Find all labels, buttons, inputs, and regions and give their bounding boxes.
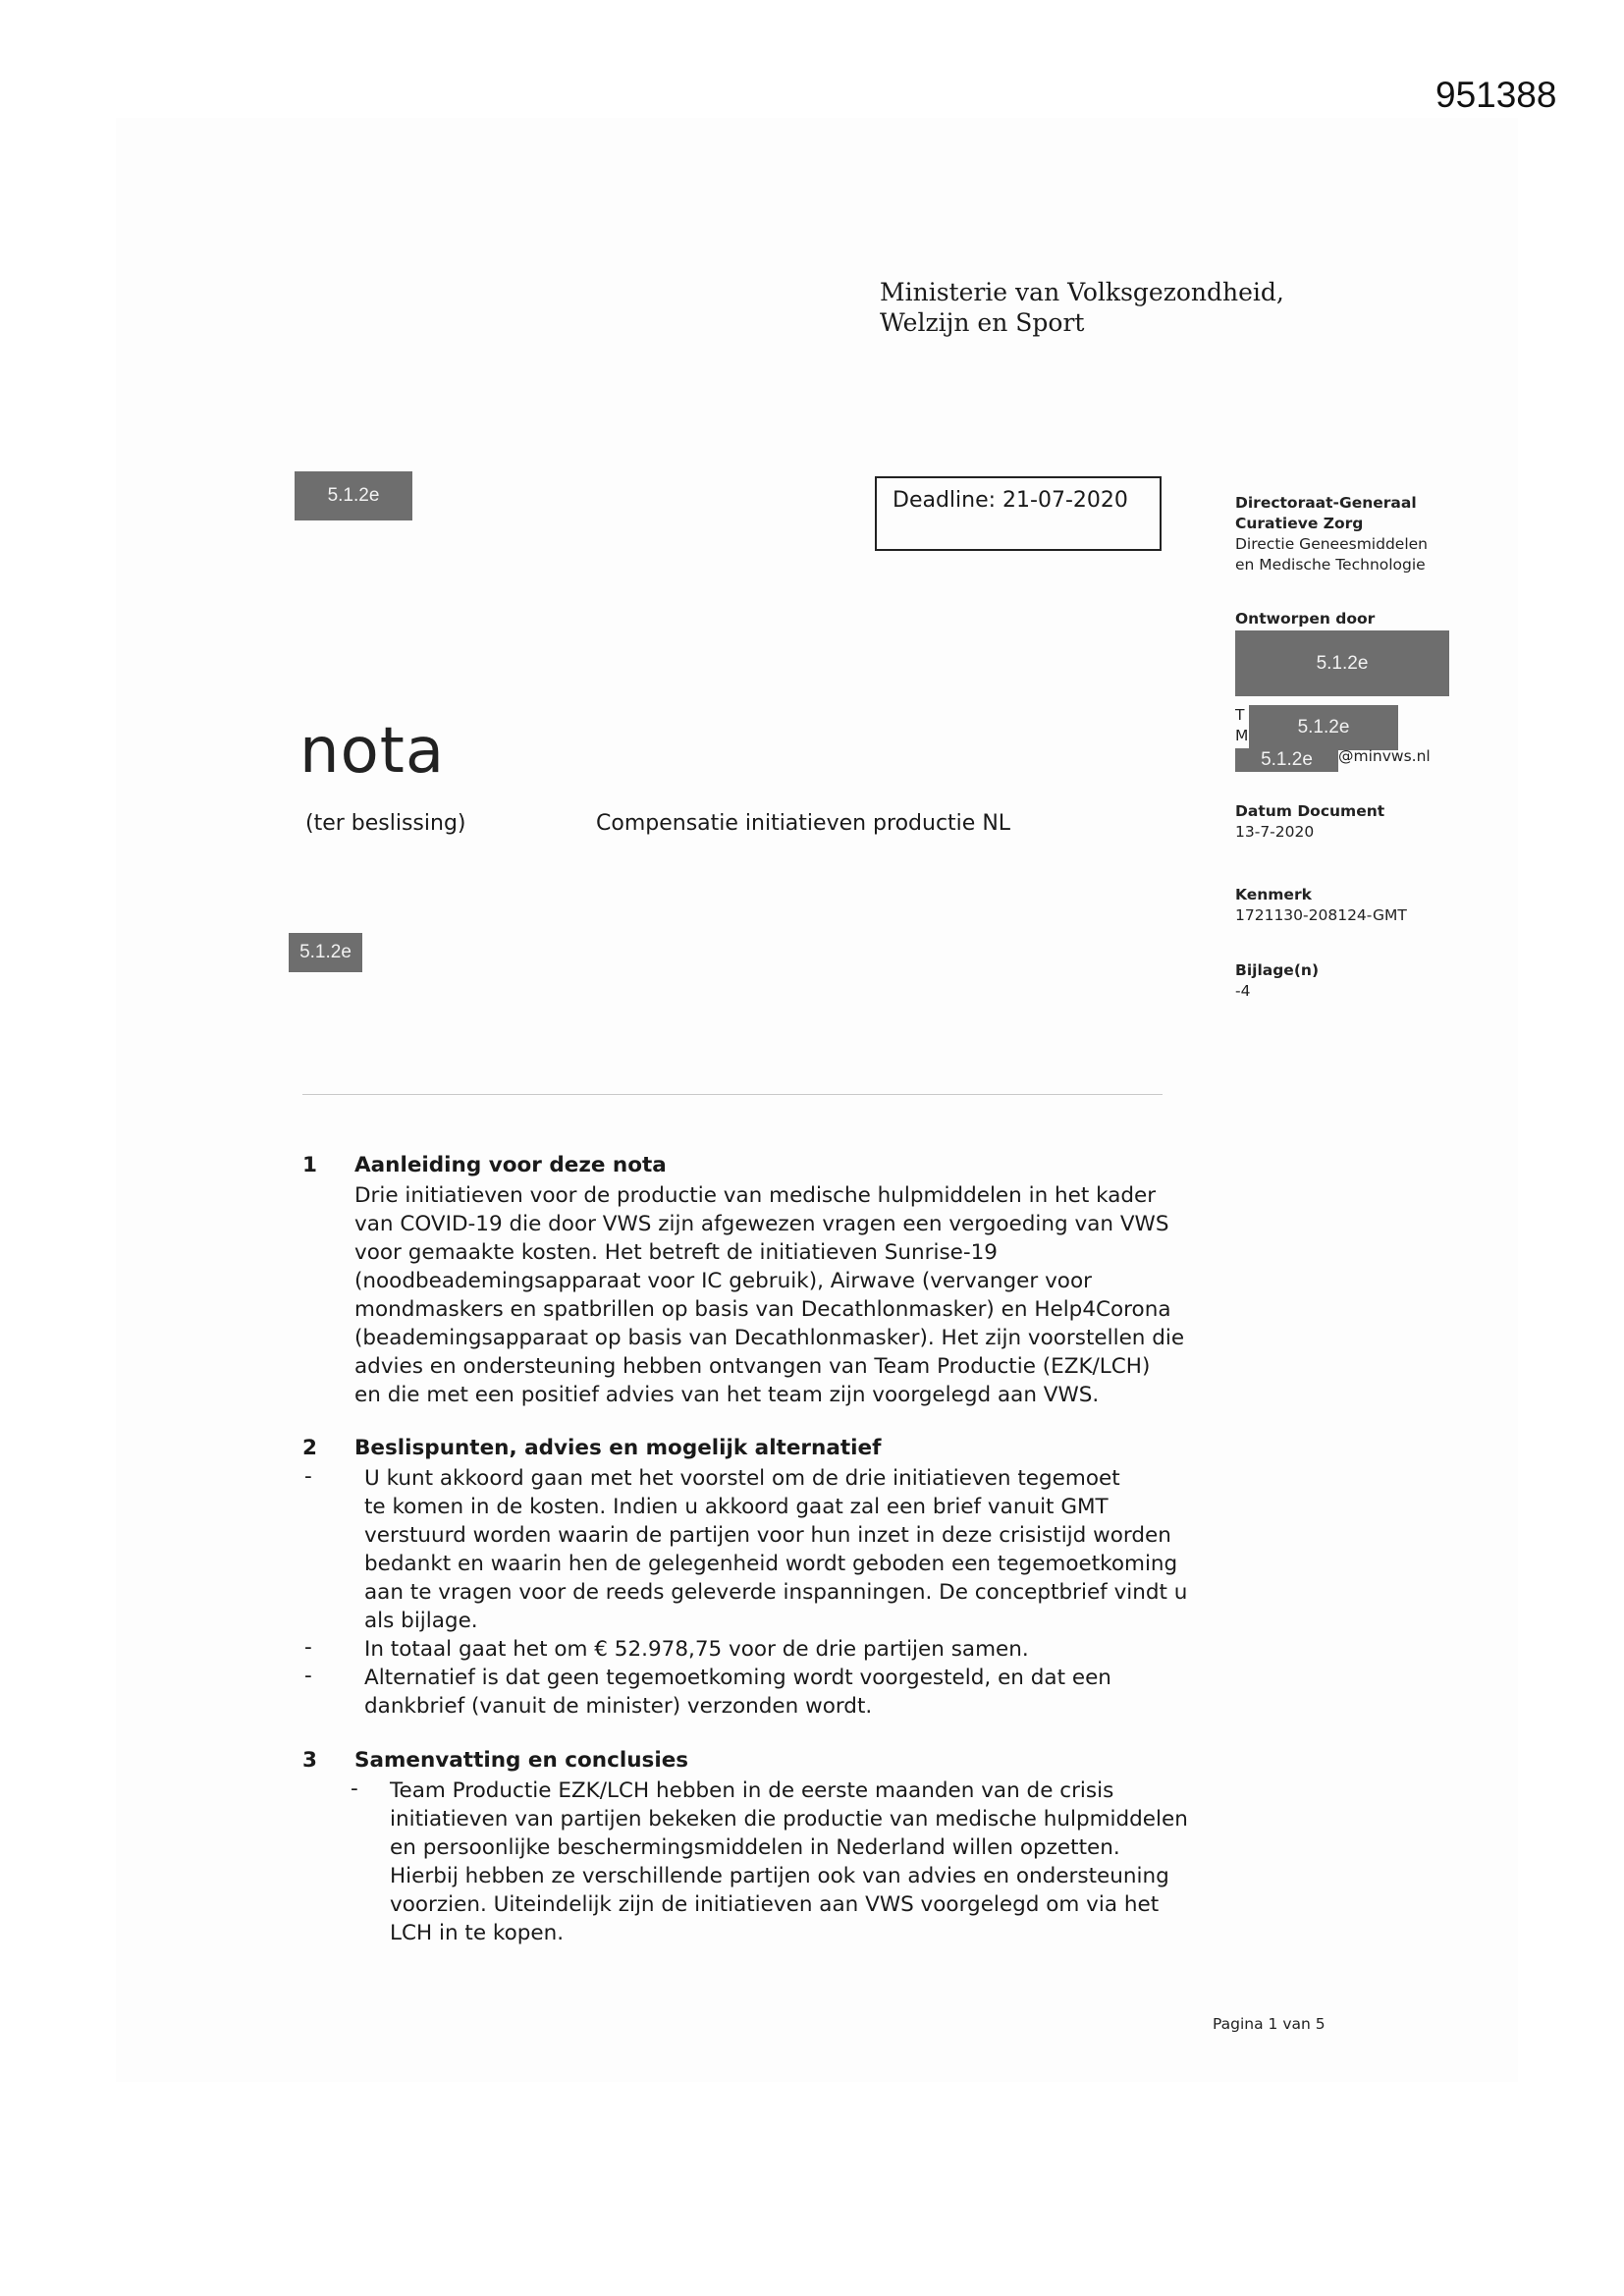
sidebar-attachments: [1235, 960, 1319, 1002]
text-line: verstuurd worden waarin de partijen voor hun inzet in deze crisistijd worden: [364, 1523, 1171, 1548]
ref-label: Kenmerk: [1235, 886, 1312, 903]
text-line: voor gemaakte kosten. Het betreft de initiatieven Sunrise-19: [354, 1240, 998, 1265]
sidebar-mobile-prefix: M: [1235, 727, 1249, 744]
bullet-text: [390, 1777, 1254, 1947]
date-value: 13-7-2020: [1235, 823, 1315, 841]
bullet-text: [364, 1635, 1228, 1664]
text-line: In totaal gaat het om € 52.978,75 voor de drie partijen samen.: [364, 1637, 1029, 1662]
section-number: 3: [302, 1748, 317, 1773]
sidebar-directorate: [1235, 493, 1428, 575]
text-line: (noodbeademingsapparaat voor IC gebruik), Airwave (vervanger voor: [354, 1269, 1092, 1293]
page-footer: Pagina 1 van 5: [1213, 2015, 1326, 2033]
bullet-dash: -: [351, 1777, 358, 1801]
sidebar-reference: [1235, 885, 1407, 926]
dg-line-1: Directoraat-Generaal: [1235, 494, 1417, 512]
text-line: te komen in de kosten. Indien u akkoord gaat zal een brief vanuit GMT: [364, 1495, 1109, 1519]
document-title: nota: [299, 715, 446, 788]
text-line: (beademingsapparaat op basis van Decathlonmasker). Het zijn voorstellen die: [354, 1326, 1185, 1350]
bullet-dash: -: [304, 1635, 312, 1660]
bullet-text: [364, 1664, 1228, 1721]
sidebar-designed-label: Ontworpen door: [1235, 610, 1376, 628]
redaction-box: 5.1.2e: [1235, 748, 1338, 772]
subtitle-subject: Compensatie initiatieven productie NL: [596, 811, 1011, 836]
sidebar-date: [1235, 801, 1384, 843]
section-title: Beslispunten, advies en mogelijk alternatief: [354, 1436, 882, 1460]
ministry-logo-text: [880, 277, 1284, 338]
text-line: initiatieven van partijen bekeken die productie van medische hulpmiddelen: [390, 1807, 1188, 1831]
text-line: en die met een positief advies van het team zijn voorgelegd aan VWS.: [354, 1383, 1100, 1407]
ministry-line-2: Welzijn en Sport: [880, 308, 1085, 337]
bullet-text: [364, 1464, 1228, 1635]
bullet-dash: -: [304, 1664, 312, 1688]
text-line: en persoonlijke beschermingsmiddelen in Nederland willen opzetten.: [390, 1835, 1120, 1860]
deadline-box: Deadline: 21-07-2020: [875, 476, 1162, 551]
ref-value: 1721130-208124-GMT: [1235, 906, 1407, 924]
section-number: 1: [302, 1153, 317, 1177]
ministry-line-1: Ministerie van Volksgezondheid,: [880, 278, 1284, 306]
dg-line-2: Curatieve Zorg: [1235, 515, 1364, 532]
section-title: Samenvatting en conclusies: [354, 1748, 689, 1773]
section-title: Aanleiding voor deze nota: [354, 1153, 667, 1177]
document-number: 951388: [1435, 75, 1557, 115]
text-line: aan te vragen voor de reeds geleverde inspanningen. De conceptbrief vindt u: [364, 1580, 1188, 1605]
text-line: Drie initiatieven voor de productie van medische hulpmiddelen in het kader: [354, 1183, 1157, 1208]
divider: [302, 1094, 1163, 1095]
attach-label: Bijlage(n): [1235, 961, 1320, 979]
text-line: U kunt akkoord gaan met het voorstel om de drie initiatieven tegemoet: [364, 1466, 1120, 1491]
redaction-box: 5.1.2e: [1249, 705, 1398, 750]
text-line: als bijlage.: [364, 1609, 478, 1633]
text-line: Hierbij hebben ze verschillende partijen ook van advies en ondersteuning: [390, 1864, 1169, 1888]
date-label: Datum Document: [1235, 802, 1385, 820]
redaction-box: 5.1.2e: [1235, 630, 1449, 696]
dir-line-2: en Medische Technologie: [1235, 556, 1426, 574]
text-line: voorzien. Uiteindelijk zijn de initiatieven aan VWS voorgelegd om via het: [390, 1892, 1160, 1917]
dir-line-1: Directie Geneesmiddelen: [1235, 535, 1428, 553]
redaction-box: 5.1.2e: [289, 933, 362, 972]
text-line: van COVID-19 die door VWS zijn afgewezen vragen een vergoeding van VWS: [354, 1212, 1169, 1236]
attach-value: -4: [1235, 982, 1251, 1000]
text-line: dankbrief (vanuit de minister) verzonden wordt.: [364, 1694, 873, 1719]
text-line: LCH in te kopen.: [390, 1921, 565, 1945]
redaction-box: 5.1.2e: [295, 471, 412, 520]
sidebar-phone-prefix: T: [1235, 706, 1245, 724]
text-line: Team Productie EZK/LCH hebben in de eerste maanden van de crisis: [390, 1778, 1114, 1803]
section-number: 2: [302, 1436, 317, 1460]
sidebar-email-suffix[interactable]: @minvws.nl: [1338, 747, 1431, 765]
text-line: bedankt en waarin hen de gelegenheid wordt geboden een tegemoetkoming: [364, 1552, 1178, 1576]
subtitle-status: (ter beslissing): [305, 811, 466, 836]
bullet-dash: -: [304, 1464, 312, 1489]
text-line: advies en ondersteuning hebben ontvangen van Team Productie (EZK/LCH): [354, 1354, 1151, 1379]
section-paragraph: [354, 1181, 1218, 1409]
text-line: mondmaskers en spatbrillen op basis van Decathlonmasker) en Help4Corona: [354, 1297, 1171, 1322]
text-line: Alternatief is dat geen tegemoetkoming wordt voorgesteld, en dat een: [364, 1666, 1111, 1690]
